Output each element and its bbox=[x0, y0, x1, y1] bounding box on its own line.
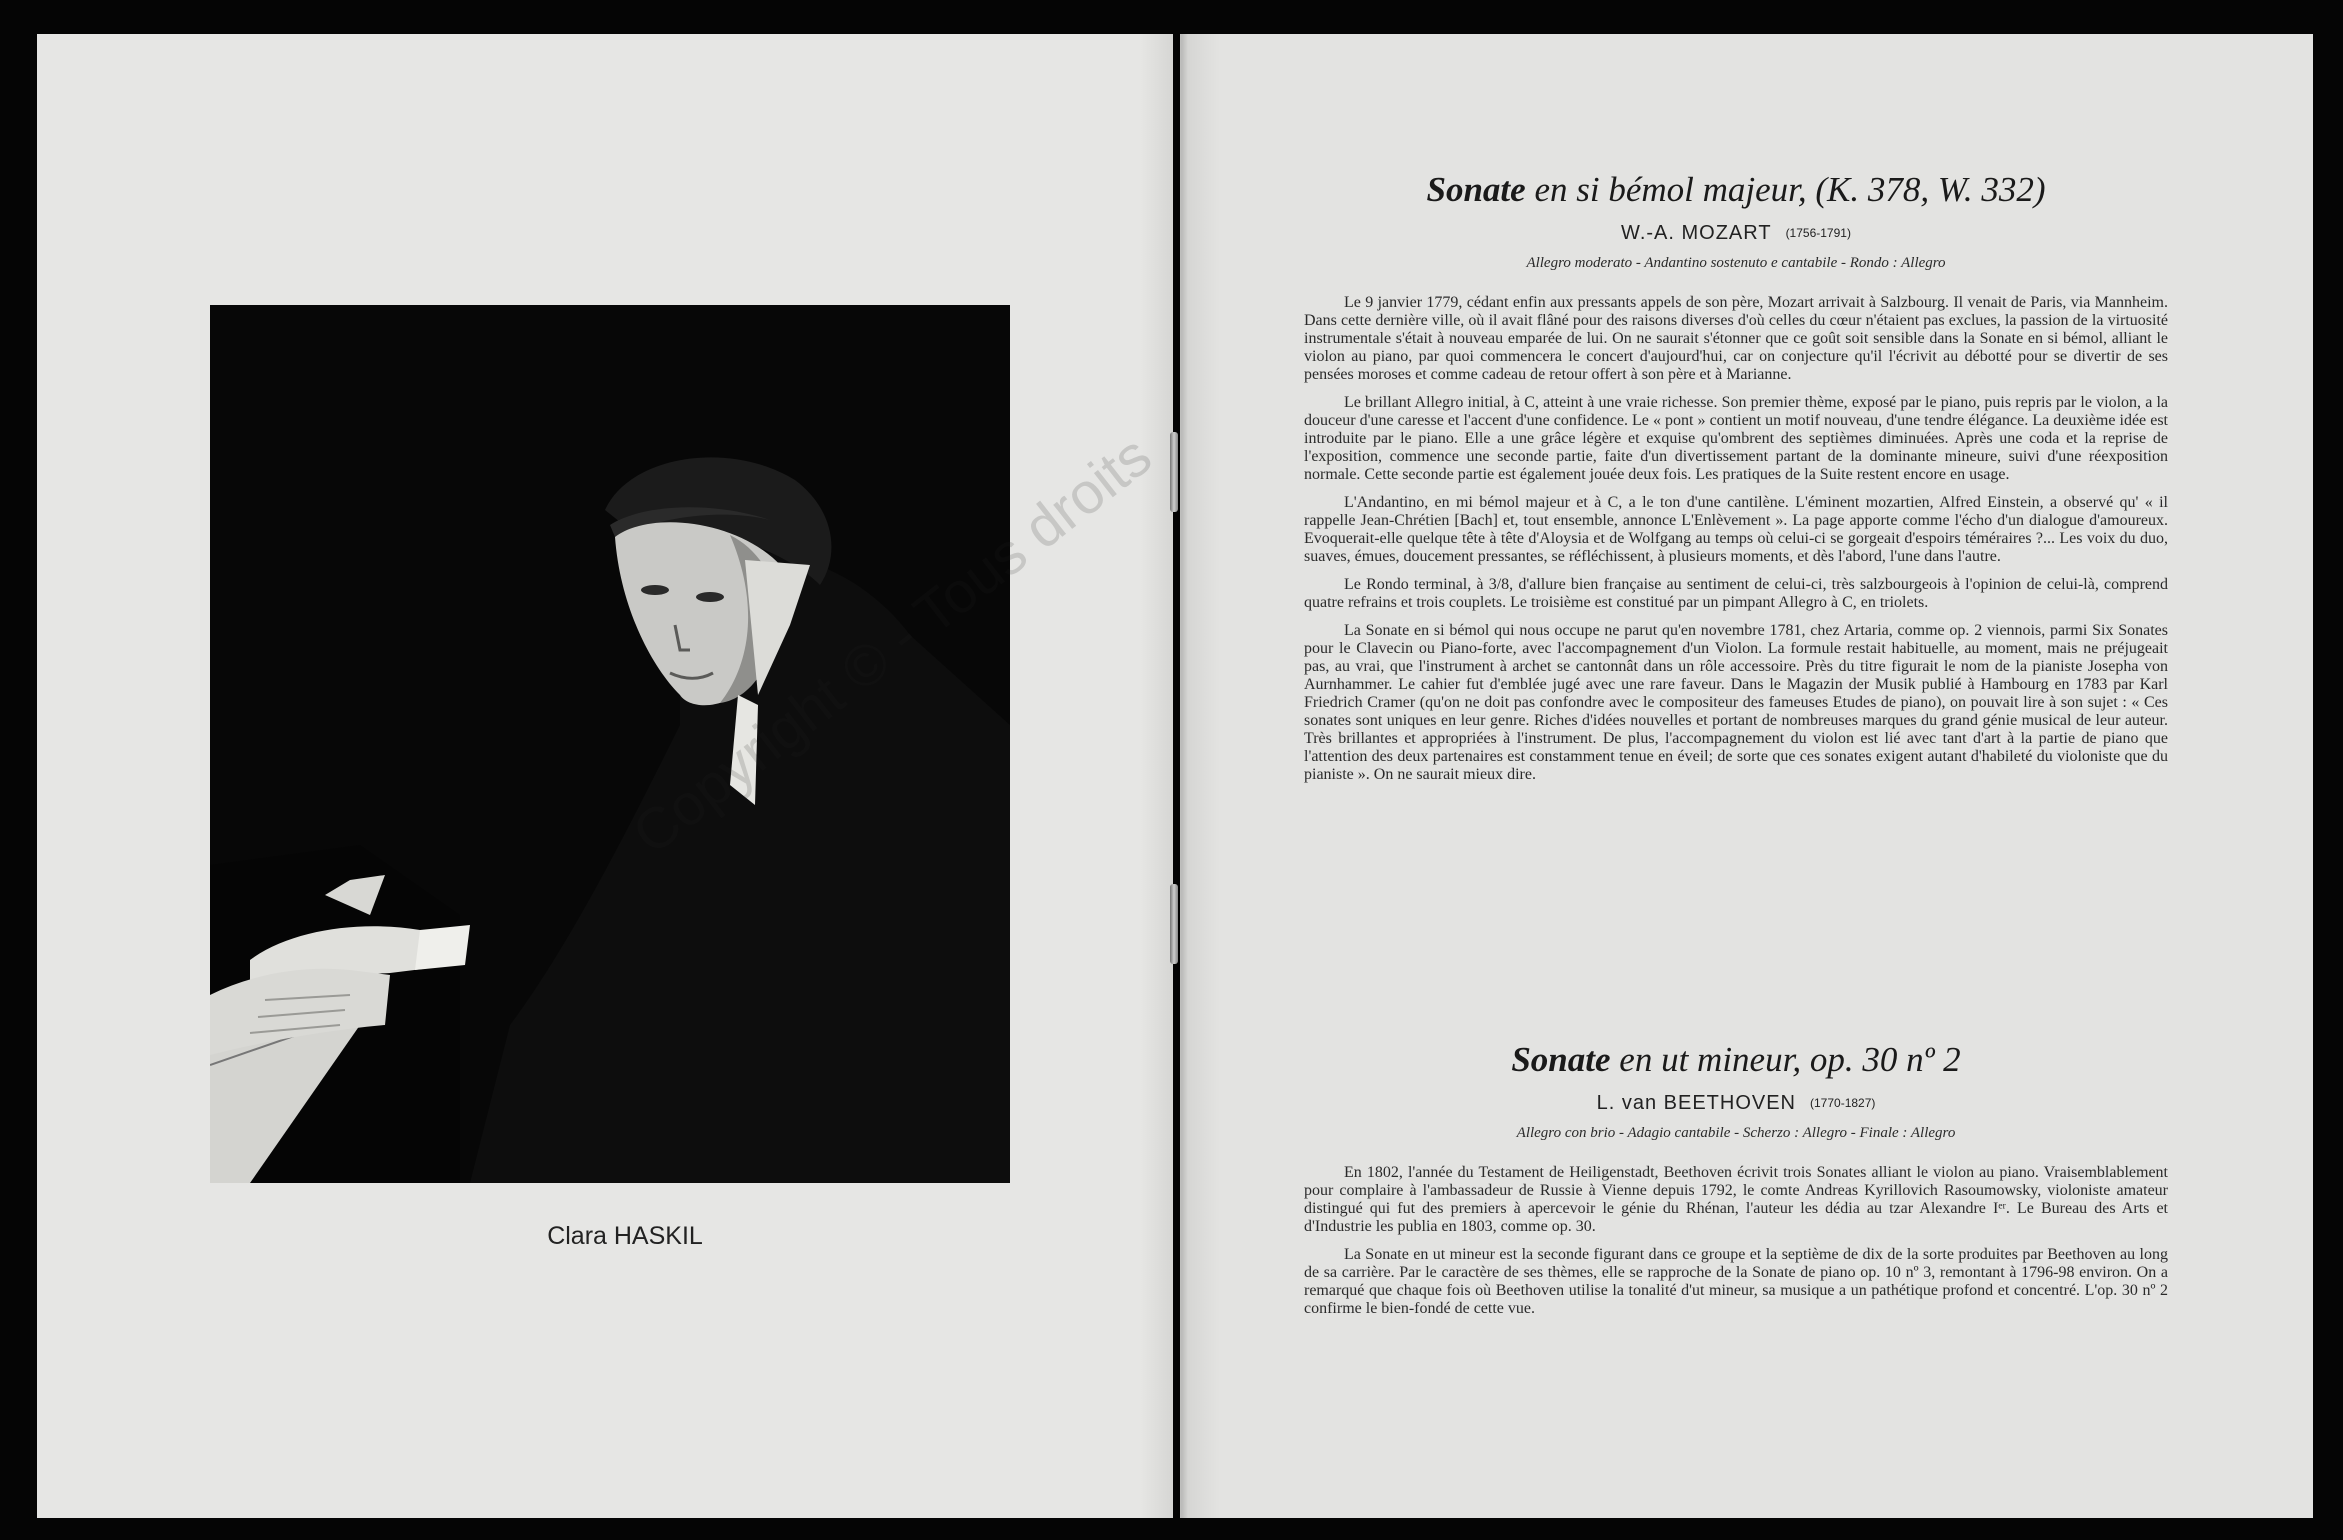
mozart-paragraph-4: Le Rondo terminal, à 3/8, d'allure bien française au sentiment de celui-ci, très salzbourgeois à l'opinion de celui-là, comprend quatre refrains et trois couplets. Le troisième est constitué par un pimpant Allegro à C, en triolets. bbox=[1304, 576, 2168, 611]
beethoven-title-rest: en ut mineur, op. 30 nº 2 bbox=[1610, 1040, 1961, 1079]
mozart-dates: (1756-1791) bbox=[1785, 226, 1851, 240]
mozart-paragraph-2: Le brillant Allegro initial, à C, atteint à une vraie richesse. Son premier thème, exposé par le piano, puis repris par le violon, a la douceur d'une caresse et l'accent d'une confidence. Le « pont » contient un motif nouveau, d'une tendre élégance. La deuxième idée est introduite par le piano. Elle a une grâce légère et exquise qu'ombrent des septièmes diminuées. Après une coda et la reprise de l'exposition, commence une seconde partie, faite d'un divertissement partant de la dominante mineure, suivi d'une réexposition normale. Cette seconde partie est également jouée deux fois. Les pratiques de la Suite restent encore en usage. bbox=[1304, 394, 2168, 483]
beethoven-title-bold: Sonate bbox=[1511, 1040, 1611, 1079]
beethoven-paragraph-2: La Sonate en ut mineur est la seconde figurant dans ce groupe et la septième de dix de la sorte produites par Beethoven au long de sa carrière. Par le caractère de ses thèmes, elle se rapproche de la Sonate de piano op. 10 nº 3, remontant à 1796-98 environ. On a remarqué que chaque fois où Beethoven utilise la tonalité d'ut mineur, sa musique a un pathétique profond et concentré. L'op. 30 nº 2 confirme le bien-fondé de cette vue. bbox=[1304, 1246, 2168, 1317]
pianist-photo bbox=[210, 305, 1010, 1183]
mozart-title-bold: Sonate bbox=[1426, 170, 1526, 209]
mozart-title bbox=[1304, 170, 2168, 210]
beethoven-dates: (1770-1827) bbox=[1810, 1096, 1876, 1110]
mozart-title-rest: en si bémol majeur, (K. 378, W. 332) bbox=[1525, 170, 2046, 209]
mozart-section bbox=[1304, 170, 2168, 784]
mozart-paragraph-5: La Sonate en si bémol qui nous occupe ne parut qu'en novembre 1781, chez Artaria, comme op. 2 viennois, parmi Six Sonates pour le Clavecin ou Piano-forte, avec l'accompagnement d'un Violon. La formule restait habituelle, au moment, mais ne préjugeait pas, au vrai, que l'instrument à archet se cantonnât dans un rôle accessoire. Près du titre figurait le nom de la pianiste Josepha von Aurnhammer. Le cahier fut d'emblée jugé avec une rare faveur. Dans le Magazin der Musik publié à Hambourg en 1783 par Karl Friedrich Cramer (qu'on ne doit pas confondre avec le compositeur des fameuses Etudes de piano), on pouvait lire à son sujet : « Ces sonates sont uniques en leur genre. Riches d'idées nouvelles et portant de nombreuses marques du grand génie musical de leur auteur. Très brillantes et appropriées à l'instrument. De plus, l'accompagnement du violon est lié avec tant d'art à la partie de piano que l'attention des deux partenaires est constamment tenue en éveil; de sorte que ces sonates exigent autant d'habileté du violoniste que du pianiste ». On ne saurait mieux dire. bbox=[1304, 622, 2168, 783]
staple-top bbox=[1170, 432, 1178, 512]
mozart-paragraph-1: Le 9 janvier 1779, cédant enfin aux pressants appels de son père, Mozart arrivait à Salzbourg. Il venait de Paris, via Mannheim. Dans cette dernière ville, où il avait flâné pour des raisons diverses d'où celles du cœur n'étaient pas exclues, la passion de la virtuosité instrumentale s'était à nouveau emparée de lui. On ne saurait s'étonner que ce goût soit sensible dans la Sonate en si bémol, alliant le violon au piano, par quoi commencera le concert d'aujourd'hui, car on conjecture qu'il l'écrivit au débotté pour se divertir de ses pensées moroses et comme cadeau de retour offert à son père et à Marianne. bbox=[1304, 294, 2168, 383]
page-gutter bbox=[1140, 34, 1220, 1518]
mozart-paragraph-3: L'Andantino, en mi bémol majeur et à C, a le ton d'une cantilène. L'éminent mozartien, Alfred Einstein, a observé qu' « il rappelle Jean-Chrétien [Bach] et, tout ensemble, annonce L'Enlèvement ». La page apporte comme l'écho d'un dialogue d'amoureux. Evoquerait-elle quelque tête à tête d'Aloysia et de Wolfgang au temps où celui-ci se gorgeait d'espoirs téméraires ?... Les voix du duo, suaves, émues, doucement pressantes, se réfléchissent, à plusieurs moments, et dès l'abord, l'une dans l'autre. bbox=[1304, 494, 2168, 565]
beethoven-paragraph-1: En 1802, l'année du Testament de Heiligenstadt, Beethoven écrivit trois Sonates alliant le violon au piano. Vraisemblablement pour complaire à l'ambassadeur de Russie à Vienne depuis 1792, le comte Andreas Kyrillovich Rasoumowsky, violoniste amateur distingué qui fut des premiers à apercevoir le génie du Rhénan, l'auteur les dédia au tzar Alexandre Iᵉʳ. Le Bureau des Arts et d'Industrie les publia en 1803, comme op. 30. bbox=[1304, 1164, 2168, 1235]
beethoven-movements: Allegro con brio - Adagio cantabile - Scherzo : Allegro - Finale : Allegro bbox=[1516, 1125, 1956, 1141]
beethoven-composer bbox=[1304, 1092, 2168, 1115]
beethoven-section bbox=[1304, 1040, 2168, 1318]
staple-bottom bbox=[1170, 884, 1178, 964]
mozart-text bbox=[1304, 294, 2168, 784]
beethoven-composer-name: L. van BEETHOVEN bbox=[1596, 1092, 1796, 1114]
mozart-composer-name: W.-A. MOZART bbox=[1621, 222, 1772, 244]
pianist-photo-illustration bbox=[210, 305, 1010, 1183]
beethoven-text bbox=[1304, 1164, 2168, 1318]
mozart-movements: Allegro moderato - Andantino sostenuto e cantabile - Rondo : Allegro bbox=[1526, 255, 1946, 271]
photo-caption: Clara HASKIL bbox=[547, 1222, 703, 1250]
mozart-composer bbox=[1304, 222, 2168, 245]
beethoven-title bbox=[1304, 1040, 2168, 1080]
